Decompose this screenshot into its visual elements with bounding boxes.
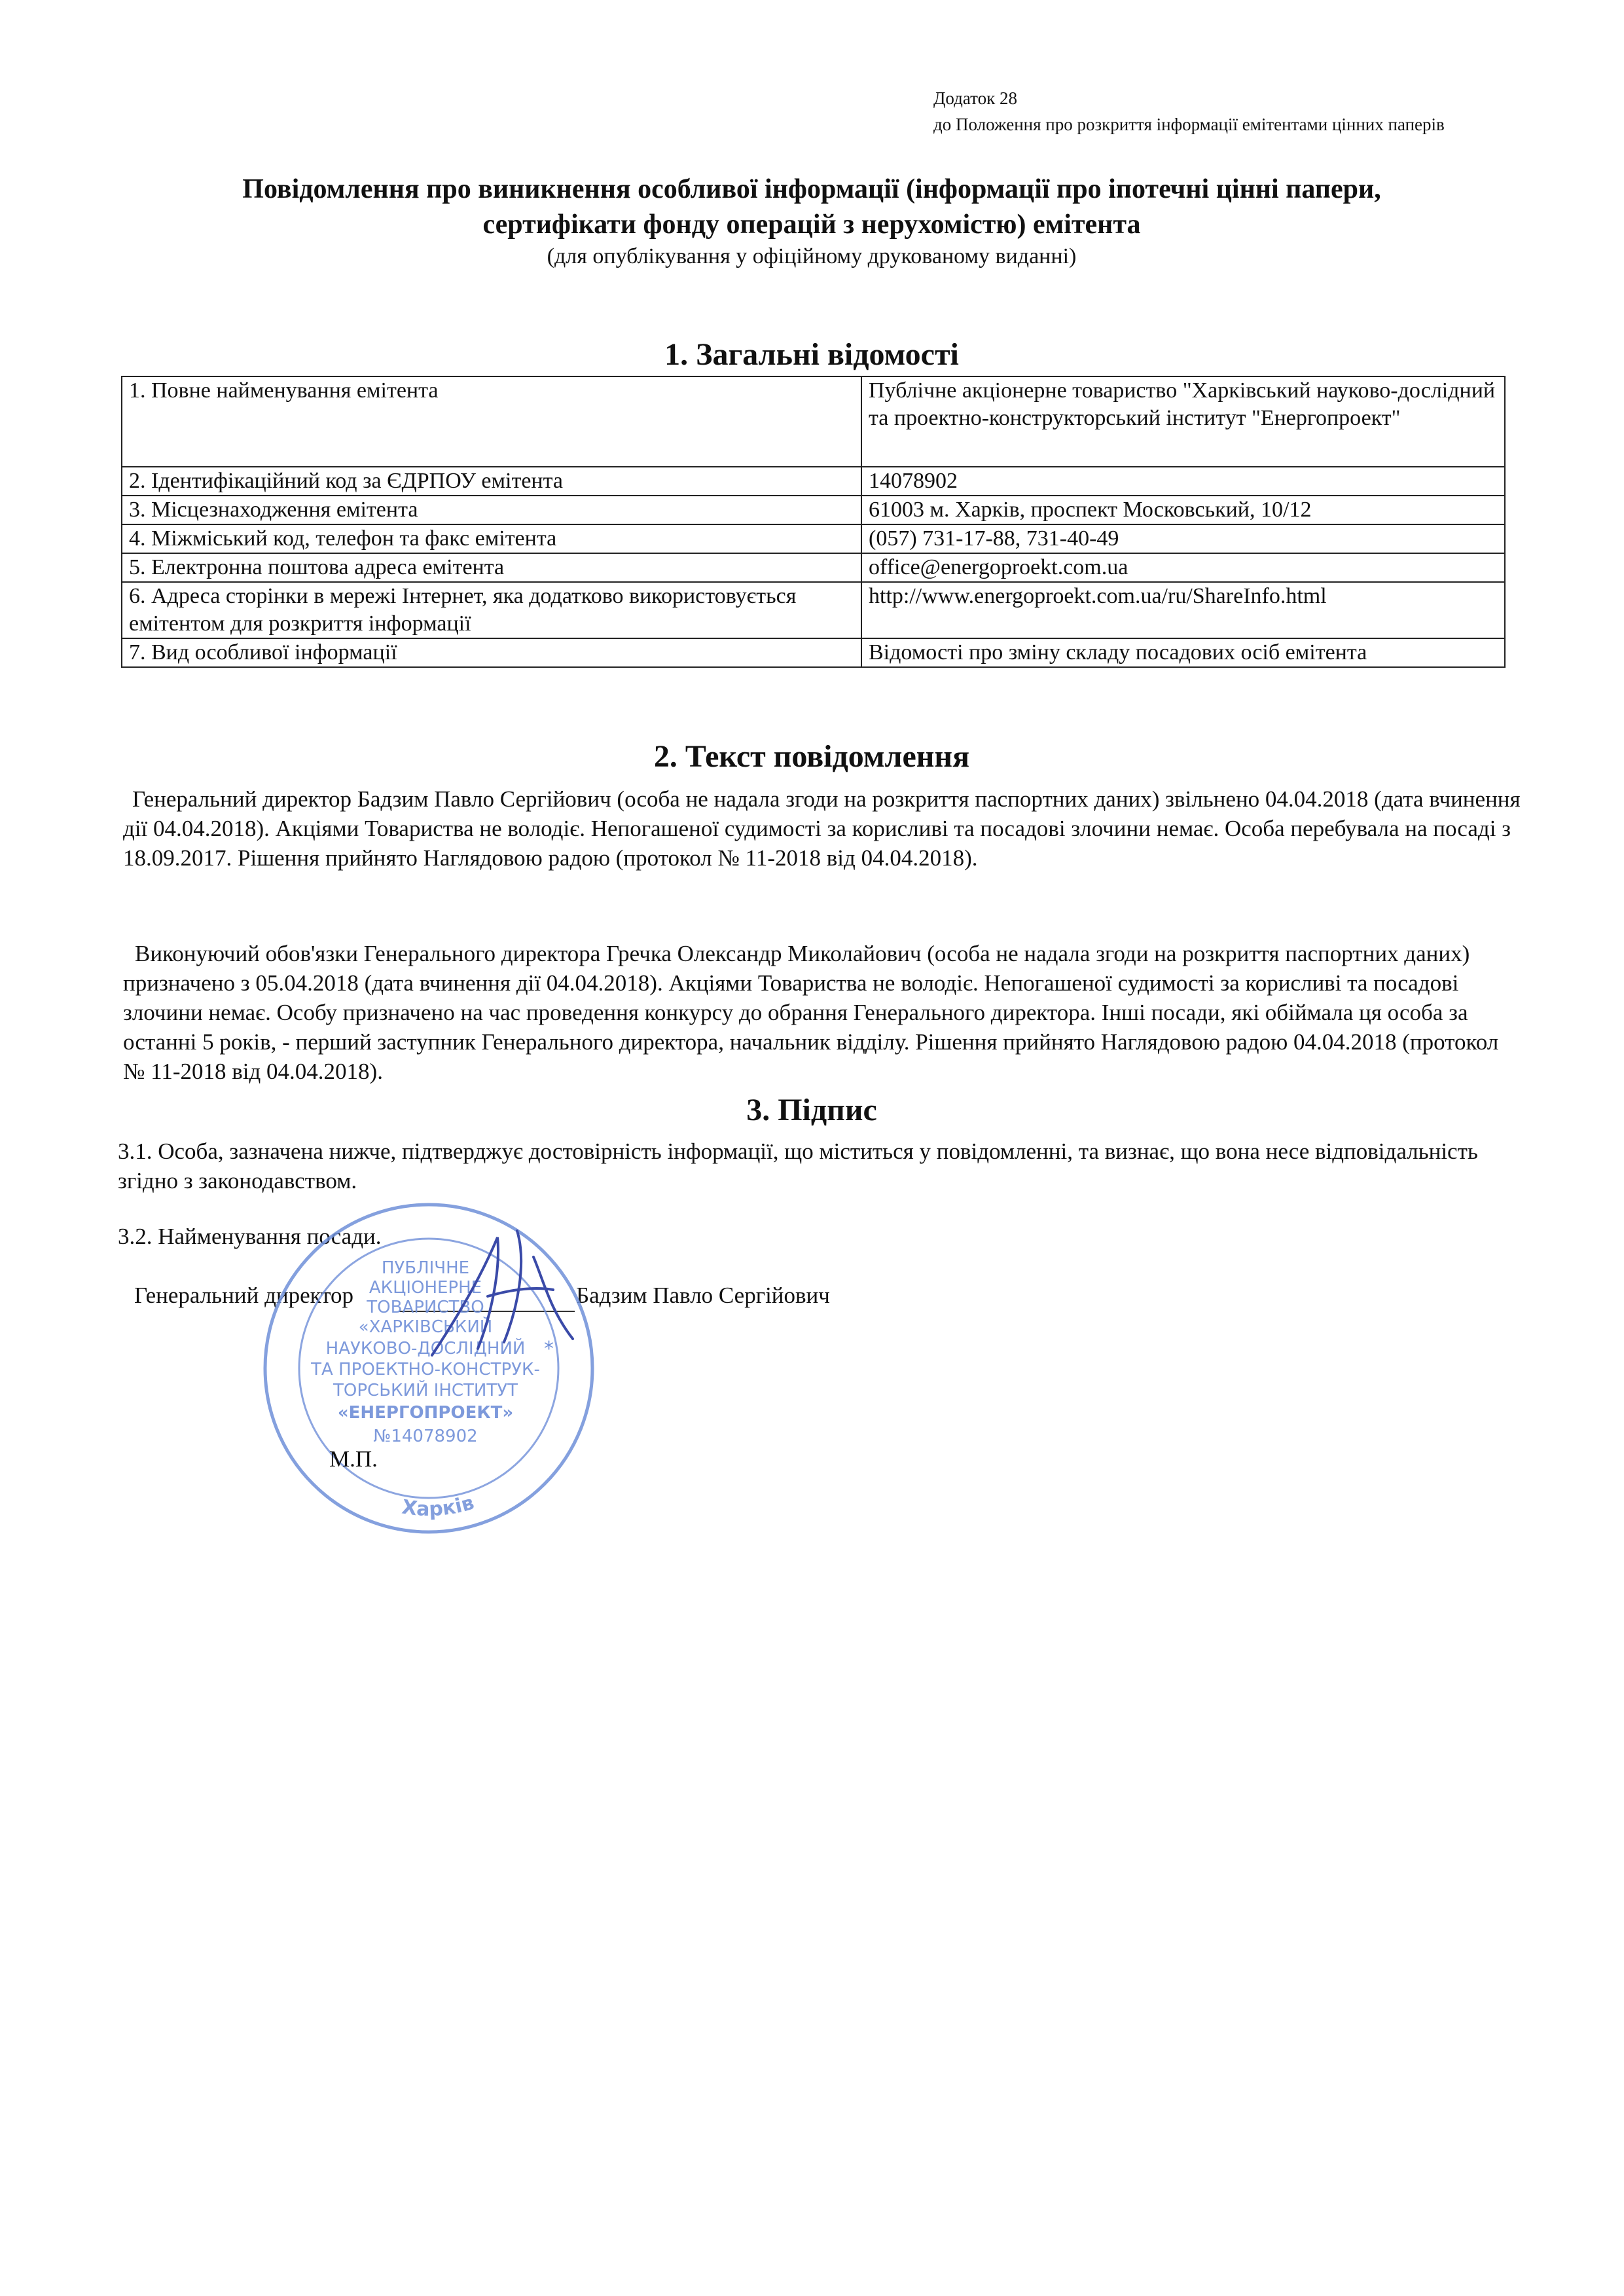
row-value: http://www.energoproekt.com.ua/ru/ShareInfo.html [861,582,1505,638]
handwritten-signature [419,1218,589,1368]
message-paragraph-1: Генеральний директор Бадзим Павло Сергійович (особа не надала згоди на розкриття паспортних даних) звільнено 04.04.2018 (дата вчинення дії 04.04.2018). Акціями Товариства не володіє. Непогашеної судимості за корисливі та посадові злочини немає. Особа перебувала на посаді з 18.09.2017. Рішення прийнято Наглядовою радою (протокол № 11-2018 від 04.04.2018). [123,786,1521,871]
seal-mark: М.П. [329,1446,378,1472]
section-2-heading: 2. Текст повідомлення [653,739,970,774]
row-value: Відомості про зміну складу посадових осіб емітента [861,638,1505,667]
stamp-line: №14078902 [373,1427,478,1446]
message-paragraph-2: Виконуючий обов'язки Генерального директора Гречка Олександр Миколайович (особа не надала згоди на розкриття паспортних даних) призначено з 05.04.2018 (дата вчинення дії 04.04.2018). Акціями Товариства не володіє. Непогашеної судимості за корисливі та посадові злочини немає. Особу призначено на час проведення конкурсу до обрання Генерального директора. Інші посади, які обіймала ця особа за останні 5 років, - перший заступник Генерального директора, начальник відділу. Рішення прийнято Наглядовою радою 04.04.2018 (протокол № 11-2018 від 04.04.2018). [123,941,1499,1084]
row-value: 14078902 [861,467,1505,496]
row-label: 2. Ідентифікаційний код за ЄДРПОУ емітента [122,467,861,496]
signer-name: Бадзим Павло Сергійович [576,1283,830,1308]
row-value: office@energoproekt.com.ua [861,553,1505,582]
row-value: (057) 731-17-88, 731-40-49 [861,524,1505,553]
svg-text:Харків [401,1491,477,1521]
row-label: 3. Місцезнаходження емітента [122,496,861,524]
row-value: 61003 м. Харків, проспект Московський, 10/12 [861,496,1505,524]
table-row [122,496,1505,524]
stamp-line: ТОРСЬКИЙ ІНСТИТУТ [333,1381,518,1400]
table-row [122,582,1505,638]
table-row [122,638,1505,667]
document-title [105,172,1519,271]
annex-reference: до Положення про розкриття інформації емітентами цінних паперів [933,115,1445,134]
title-line-1: Повідомлення про виникнення особливої інформації (інформації про іпотечні цінні папери, [242,174,1381,204]
stamp-line: «ЕНЕРГОПРОЕКТ» [337,1403,514,1423]
section-3-heading: 3. Підпис [746,1093,877,1127]
stamp-line: «ХАРКІВСЬКИЙ [358,1317,493,1337]
row-value: Публічне акціонерне товариство "Харківський науково-дослідний та проектно-конструкторський інститут "Енергопроект" [861,376,1505,467]
title-subtitle: (для опублікування у офіційному друкованому виданні) [547,244,1077,268]
stamp-line: ТА ПРОЕКТНО-КОНСТРУК- [311,1360,540,1379]
stamp-line: ПУБЛІЧНЕ [381,1258,470,1278]
annex-number: Додаток 28 [933,88,1017,108]
position-caption: 3.2. Найменування посади. [118,1224,382,1249]
annex-note [933,85,1445,137]
table-row [122,376,1505,467]
row-label: 7. Вид особливої інформації [122,638,861,667]
table-row [122,467,1505,496]
row-label: 4. Міжміський код, телефон та факс емітента [122,524,861,553]
stamp-ring-text: Харків [400,1491,477,1522]
title-line-2: сертифікати фонду операцій з нерухомістю) емітента [482,210,1141,240]
row-label: 5. Електронна поштова адреса емітента [122,553,861,582]
table-row [122,524,1505,553]
row-label: 6. Адреса сторінки в мережі Інтернет, яка додатково використовується емітентом для розкриття інформації [122,582,861,638]
stamp-line: АКЦІОНЕРНЕ [369,1278,482,1298]
signature-statement: 3.1. Особа, зазначена нижче, підтверджує достовірність інформації, що міститься у повідомленні, та визнає, що вона несе відповідальність згідно з законодавством. [118,1139,1478,1194]
row-label: 1. Повне найменування емітента [122,376,861,467]
table-row [122,553,1505,582]
signer-position: Генеральний директор [134,1283,354,1308]
section-1-heading: 1. Загальні відомості [664,337,959,372]
stamp-star-icon: * [544,1338,554,1360]
stamp-line: НАУКОВО-ДОСЛІДНИЙ [325,1339,526,1358]
stamp-line: ТОВАРИСТВО [367,1298,484,1317]
general-info-table [121,376,1506,668]
